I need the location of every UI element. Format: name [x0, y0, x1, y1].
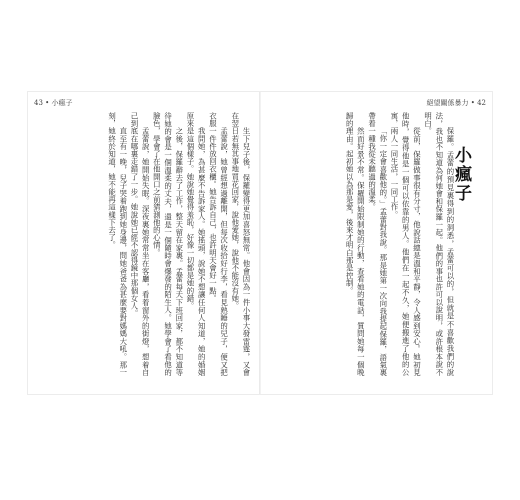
- paragraph: 保羅。孟蕾的預見裏得到的洞悉，孟蕾可以的，但就是不喜歡我們的說法，我也不知道為何她會和保羅一起。他們的事也許可以說明，或許根本說不明白。: [423, 112, 455, 376]
- paragraph: 直至有一晚，兒子哭着跑到她身邊，問她爸爸為甚麼要對媽媽大吼。那一刻，她終於知道，她不能再這樣下去了。: [107, 112, 128, 376]
- right-running-header: 絕望關係暴力 • 42: [426, 99, 486, 107]
- book-gutter: [259, 92, 261, 394]
- paragraph: 然而好景不常。保羅開始限制她的行動，查看她的電話，質問她每一個晚歸的理由。起初她以為那是愛，後來才明白那是控制。: [345, 112, 366, 376]
- paragraph: 從前，保羅做事很有分寸，他說話總是溫和平靜，令人感到安心。她初見他時，覺得他是一個可以依靠的男人。他們在一起不久，她便搬進了他的公寓，兩人一同生活，一同工作。: [389, 112, 422, 376]
- left-running-header: 43 • 小瘋子: [34, 99, 73, 107]
- book-spread: [28, 92, 492, 394]
- paragraph: 我問她，為甚麼不告訴家人。她搖頭，說她不想讓任何人知道，她的婚姻原來是這個樣子。她說她覺得羞恥，好像一切都是她的錯。: [185, 112, 207, 376]
- left-page: [38, 112, 252, 376]
- paragraph: 孟蕾說，她曾經想過離開，但每次收拾好行李，看見熟睡的兒子，便又把衣服一件件放回衣櫃。她告訴自己，也許明天會好一點。: [208, 112, 229, 376]
- paragraph: 之後，保羅辭去了工作，整天留在家裏。孟蕾每天下班回家，都不知道等待她的會是一個溫柔的丈夫，還是一個隨時會爆發的陌生人。她學會了看他的臉色，學會了在他開口之前猜測他的心情。: [152, 112, 184, 376]
- left-page-text: [38, 112, 252, 376]
- paragraph: 「你一定會喜歡他的。」孟蕾對我說。那是她第一次向我提起保羅，語氣裏帶着一種我從未聽過的溫柔。: [367, 112, 388, 376]
- paragraph: 生下兒子後，保羅變得更加喜怒無常。他會因為一件小事大發雷霆，又會在翌日若無其事地買花回家，說他愛她，說他不能沒有她。: [230, 112, 251, 376]
- right-page-text: [266, 112, 456, 376]
- right-page: [266, 112, 486, 376]
- paragraph: 孟蕾說，她開始失眠。深夜裏她常常坐在客廳，看着窗外的街燈，想着自己到底在哪裏走錯了一步。她說她已經不認得鏡中那個女人。: [129, 112, 151, 376]
- chapter-title: 小瘋子: [451, 146, 471, 203]
